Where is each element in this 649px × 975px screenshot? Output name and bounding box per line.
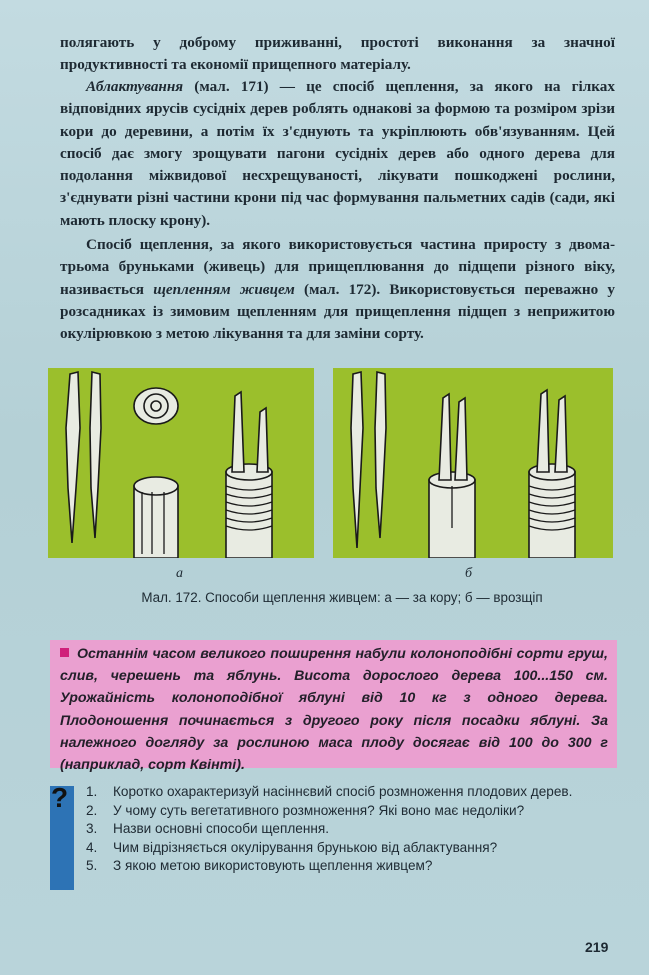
- question-number: 4.: [86, 839, 98, 855]
- square-bullet-icon: [60, 648, 69, 657]
- question-item: [86, 820, 616, 839]
- paragraph-ablactation: [60, 76, 615, 232]
- question-text: Назви основні способи щеплення.: [113, 821, 329, 837]
- questions-list: [86, 783, 616, 876]
- paragraph-cutting-graft-before: Спосіб щеплення, за якого використовується частина приросту з двома-трьома бруньками (живець) для прищеплювання до підщепи різного віку, називається: [60, 236, 615, 298]
- paragraph-ablactation-text: (мал. 171) — це спосіб щеплення, за якого на гілках відповідних ярусів сусідніх дерев роблять однакові за формою та розміром зрізи кори до деревини, а потім їх з'єднують та укріплюють обв'язуванням. Цей спосіб дає змогу зрощувати пагони сусідніх дерев або одного дерева для подолання міжвидової несхрещуваності, лікувати пошкоджені рослини, з'єднувати різні частини крони під час формування пальметних садів (сади, які мають плоску крону).: [60, 78, 615, 229]
- question-number: 5.: [86, 858, 98, 874]
- question-number: 1.: [86, 784, 98, 799]
- question-text: Чим відрізняється окулірування брунькою від аблактування?: [113, 839, 498, 855]
- question-item: [86, 839, 616, 858]
- question-number: 2.: [86, 802, 98, 818]
- paragraph-intro: [60, 32, 615, 77]
- paragraph-cutting-graft: [60, 234, 615, 345]
- question-text: У чому суть вегетативного розмноження? Які воно має недоліки?: [113, 802, 525, 818]
- page-number: 219: [585, 939, 609, 955]
- question-text: З якою метою використовують щеплення живцем?: [113, 858, 433, 874]
- figure-label-b: б: [465, 566, 473, 581]
- term-ablactation: Аблактування: [86, 78, 184, 95]
- figure-panel-a: [48, 368, 314, 558]
- figure-panel-b: [333, 368, 613, 558]
- paragraph-intro-text: полягають у доброму приживанні, простоті виконання за значної продуктивності та економії прищепного матеріалу.: [60, 34, 615, 74]
- question-mark-icon: ?: [51, 782, 69, 813]
- figure-caption: Мал. 172. Способи щеплення живцем: а — за кору; б — врозщіп: [141, 590, 543, 605]
- note-text: Останнім часом великого поширення набули колоноподібні сорти груш, слив, черешень та яблунь. Висота дорослого дерева 100...150 см. Урожайність колоноподібної яблуні від 10 кг з одного дерева. Плодоношення починається з другого року після посадки яблуні. За належного догляду за рослиною маса плоду досягає від 100 до 300 г (наприклад, сорт Квінті).: [60, 646, 608, 774]
- graft-bark-illustration: [48, 368, 314, 558]
- figure-label-a: а: [176, 566, 183, 581]
- question-item: [86, 802, 616, 821]
- term-cutting-graft: щепленням живцем: [153, 280, 295, 298]
- note-paragraph: [60, 643, 608, 776]
- question-number: 3.: [86, 821, 98, 837]
- question-item: [86, 857, 616, 876]
- graft-cleft-illustration: [333, 368, 613, 558]
- question-item: [86, 783, 616, 802]
- question-text: Коротко охарактеризуй насіннєвий спосіб розмноження плодових дерев.: [113, 784, 573, 799]
- paragraph-cutting-graft-after: (мал. 172). Використовується переважно у розсадниках із зимовим щепленням для прищеплення підщеп з неприжитою окулірювкою з метою лікування та для заміни сорту.: [60, 280, 615, 343]
